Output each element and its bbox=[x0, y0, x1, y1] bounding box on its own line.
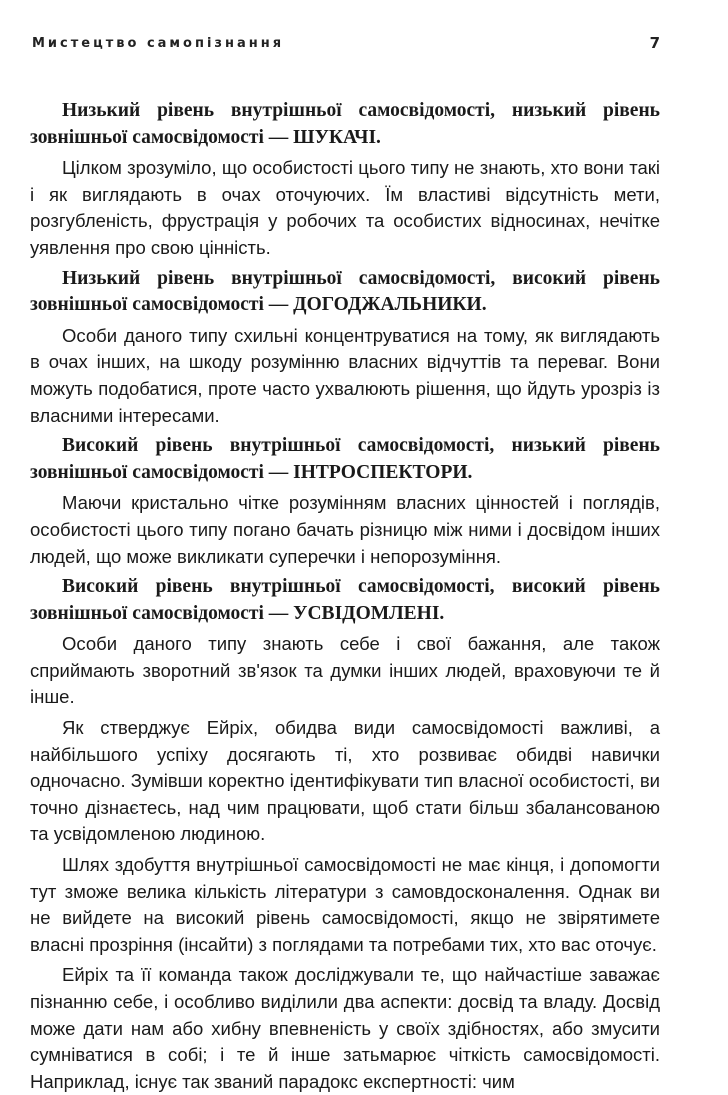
paragraph: Особи даного типу знають себе і свої бажання, але також сприймають зворотний зв'язок та думки інших людей, враховуючи те й інше. bbox=[30, 633, 660, 708]
paragraph: Маючи кристально чітке розумінням власних цінностей і поглядів, особистості цього типу погано бачать різницю між ними і досвідом інших людей, що може викликати суперечки і непорозуміння. bbox=[30, 492, 660, 567]
page-number: 7 bbox=[649, 34, 660, 52]
running-title: Мистецтво самопізнання bbox=[32, 36, 285, 51]
type-heading-aware: Високий рівень внутрішньої самосвідомості, високий рівень зовнішньої самосвідомості — УСВІДОМЛЕНІ. bbox=[30, 576, 660, 624]
type-heading-introspectors: Високий рівень внутрішньої самосвідомості, низький рівень зовнішньої самосвідомості — ІНТРОСПЕКТОРИ. bbox=[30, 435, 660, 483]
paragraph: Цілком зрозуміло, що особистості цього типу не знають, хто вони такі і як виглядають в очах оточуючих. Їм властиві відсутність мети, розгубленість, фрустрація у робочих та особистих відносинах, нечітке уявлення про свою цінність. bbox=[30, 157, 660, 258]
paragraph: Особи даного типу схильні концентруватися на тому, як виглядають в очах інших, на шкоду розумінню власних відчуттів та переваг. Вони можуть подобатися, проте часто ухвалюють рішення, що йдуть урозріз із власними інтересами. bbox=[30, 324, 660, 426]
paragraph: Шлях здобуття внутрішньої самосвідомості не має кінця, і допомогти тут зможе велика кількість літератури з самовдосконалення. Однак ви не вийдете на високий рівень самосвідомості, якщо не звірятимете власні прозріння (інсайти) з поглядами та потребами тих, хто вас оточує. bbox=[30, 854, 660, 955]
paragraph: Як стверджує Ейріх, обидва види самосвідомості важливі, а найбільшого успіху досягають ті, хто розвиває обидві навички одночасно. Зумівши коректно ідентифікувати тип власної особистості, ви точно дізнаєтесь, над чим працювати, щоб стати більш збалансованою та усвідомленою людиною. bbox=[30, 717, 660, 845]
type-heading-seekers: Низький рівень внутрішньої самосвідомості, низький рівень зовнішньої самосвідомості — ШУКАЧІ. bbox=[30, 100, 660, 148]
page-body bbox=[30, 98, 660, 1095]
type-heading-pleasers: Низький рівень внутрішньої самосвідомості, високий рівень зовнішньої самосвідомості — ДОГОДЖАЛЬНИКИ. bbox=[30, 267, 660, 316]
paragraph: Ейріх та її команда також досліджували те, що найчастіше заважає пізнанню себе, і особливо виділили два аспекти: досвід та владу. Досвід може дати нам або хибну впевненість у своїх здібностях, або змусити сумніватися в собі; і те й інше затьмарює чіткість самосвідомості. Наприклад, існує так званий парадокс експертності: чим bbox=[30, 964, 660, 1092]
